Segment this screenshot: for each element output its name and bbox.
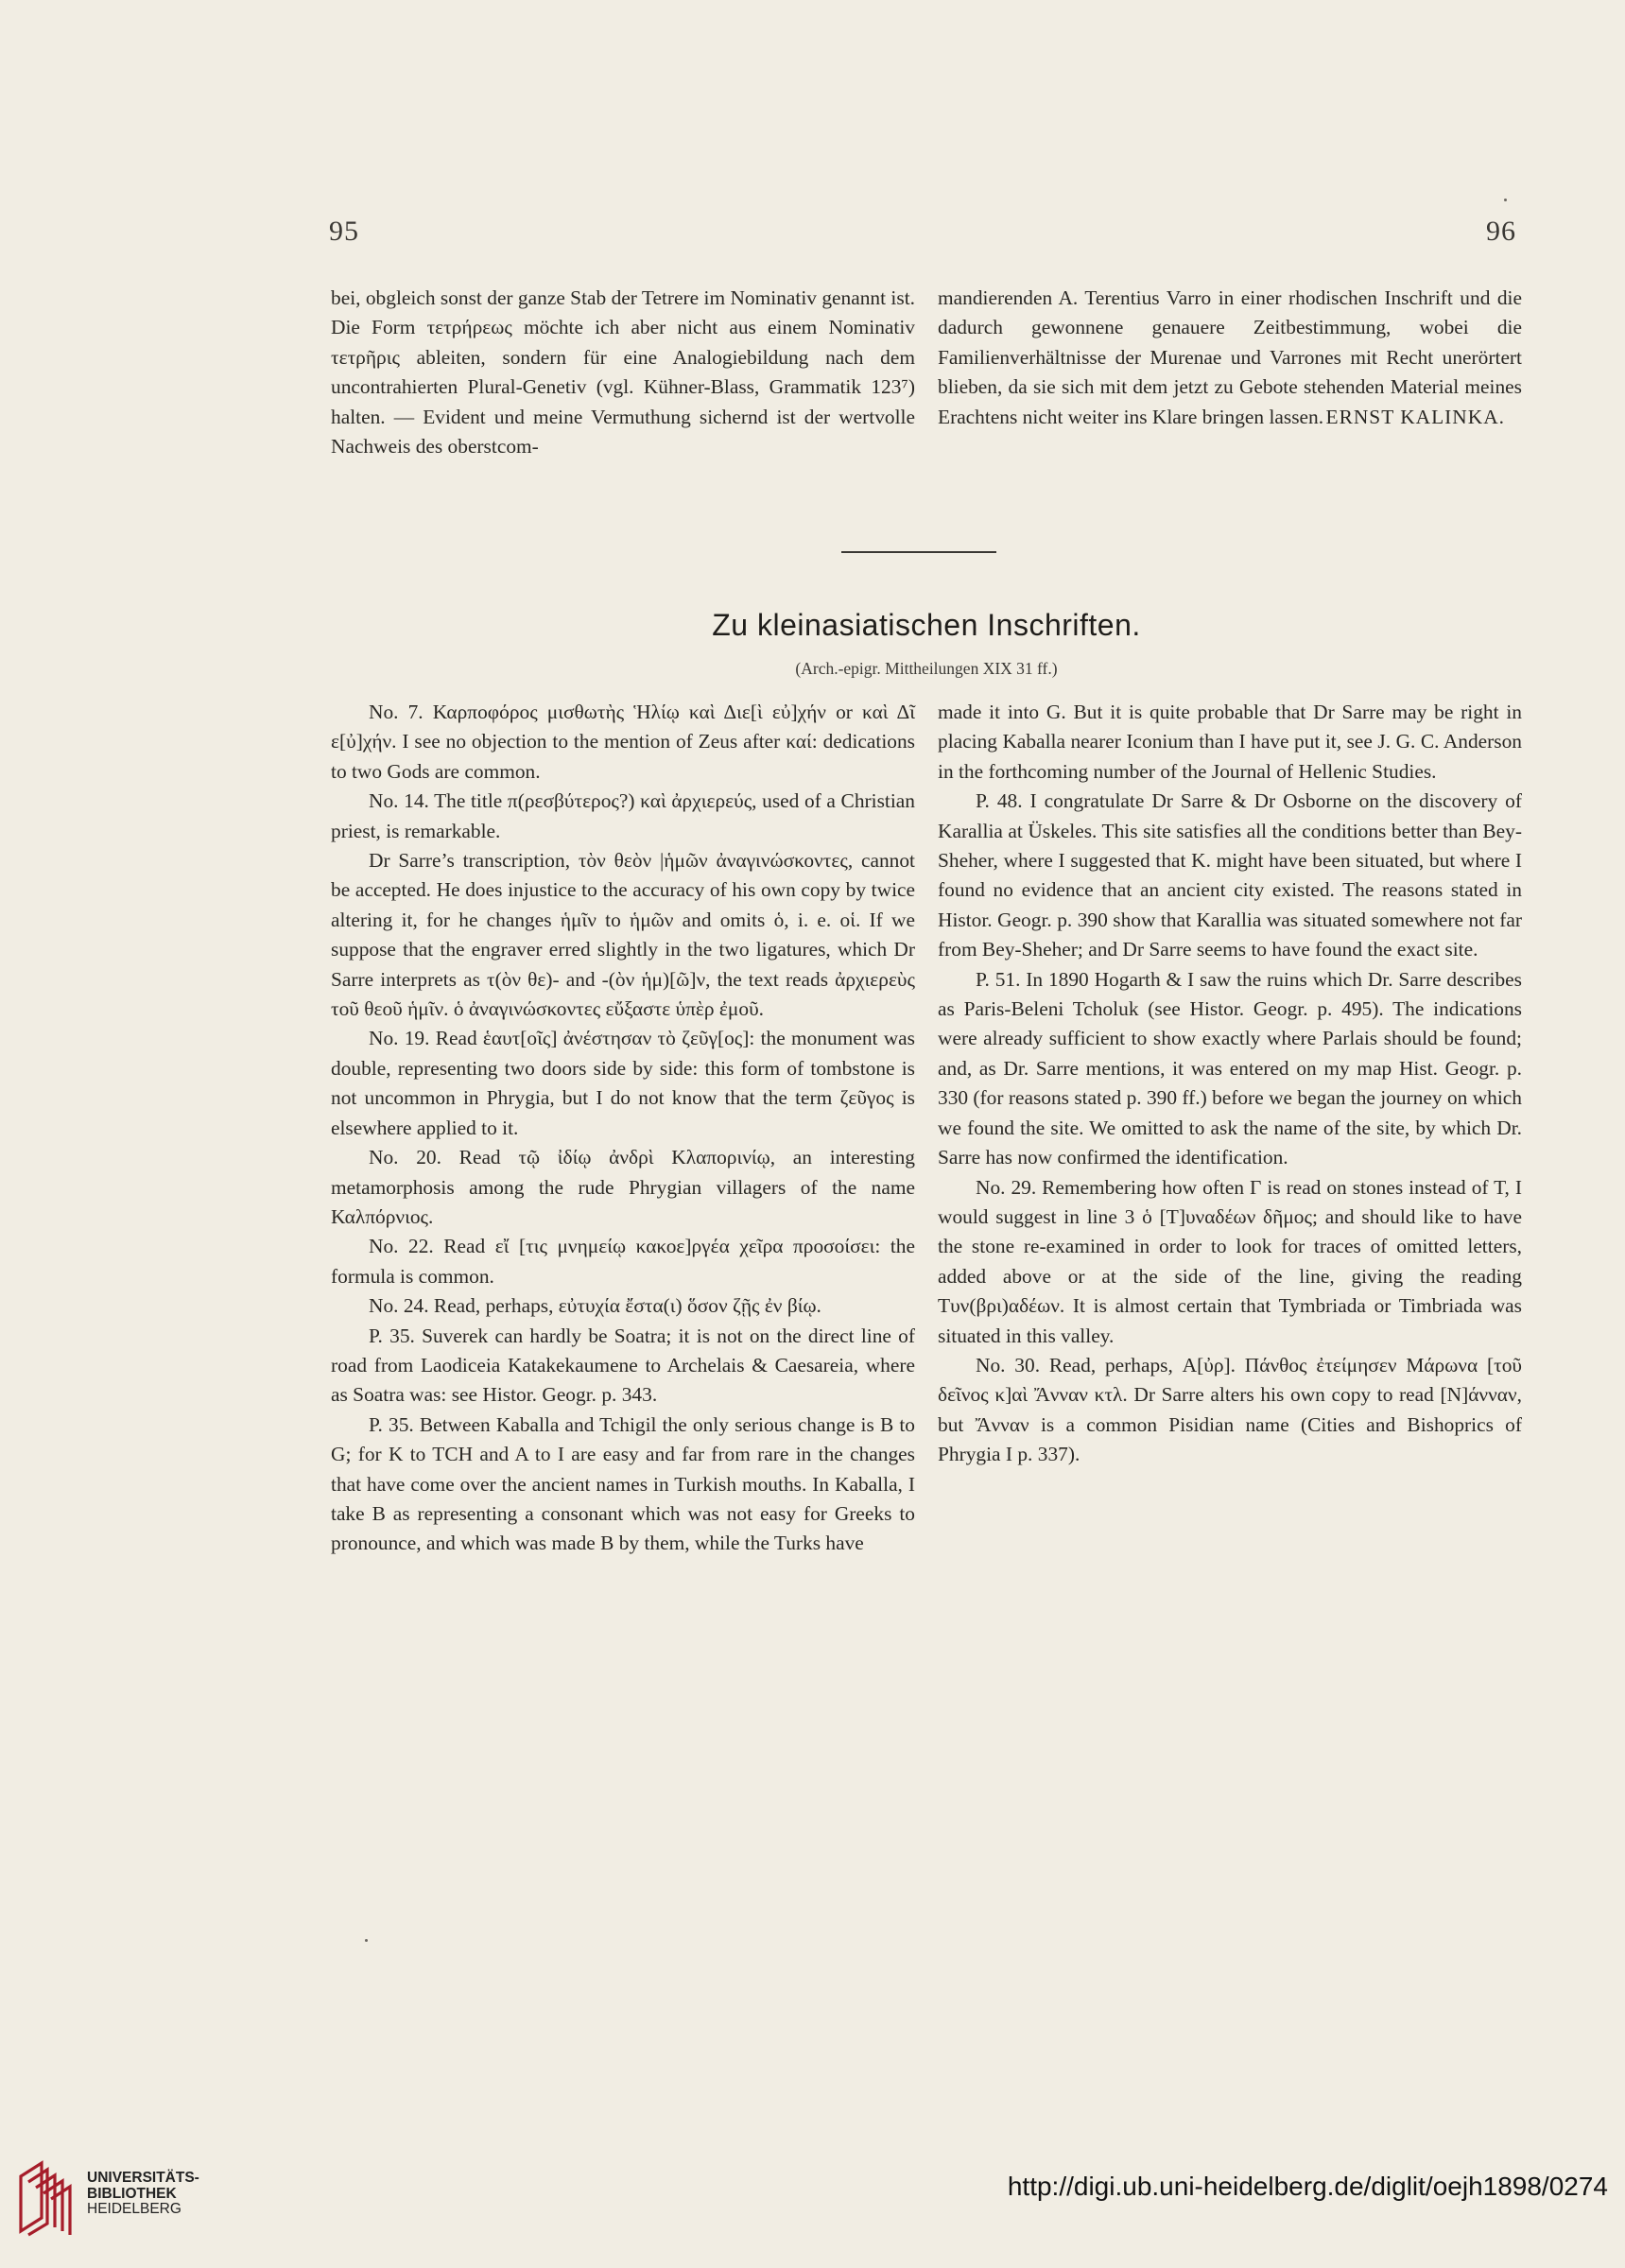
- article-column-left: [331, 698, 915, 1559]
- page-number-right: 96: [1486, 216, 1516, 247]
- paragraph: No. 29. Remembering how often Γ is read on stones instead of T, I would suggest in line 3 ὁ [Τ]υναδέων δῆμος; and should like to have the stone re-examined in order to look for traces of omitted letters, added above or at the side of the line, giving the reading Τυν(βρι)αδέων. It is almost certain that Tymbriada or Timbriada was situated in this valley.: [938, 1175, 1522, 1347]
- paragraph: No. 14. The title π(ρεσβύτερος?) καὶ ἀρχιερεύς, used of a Christian priest, is remarkable.: [331, 789, 915, 842]
- paragraph: P. 48. I congratulate Dr Sarre & Dr Osborne on the discovery of Karallia at Üskeles. This site satisfies all the conditions better than Bey-Sheher, where I suggested that K. might have been situated, but where I found no evidence that an ancient city existed. The reasons stated in Histor. Geogr. p. 390 show that Karallia was situated somewhere not far from Bey-Sheher; and Dr Sarre seems to have found the exact site.: [938, 789, 1522, 961]
- paragraph: bei, obgleich sonst der ganze Stab der Tetrere im Nominativ genannt ist. Die Form τετρήρεως möchte ich aber nicht aus einem Nominativ τετρῆρις ableiten, sondern für eine Analogiebildung nach dem uncontrahierten Plural-Genetiv (vgl. Kühner-Blass, Grammatik 123⁷) halten. — Evident und meine Vermuthung sichernd ist der wertvolle Nachweis des oberstcom-: [331, 286, 915, 459]
- paragraph: P. 51. In 1890 Hogarth & I saw the ruins which Dr. Sarre describes as Paris-Beleni Tcholuk (see Histor. Geogr. p. 495). The indications were already sufficient to show exactly where Parlais should be found; and, as Dr. Sarre mentions, it was entered on my map Hist. Geogr. p. 330 (for reasons stated p. 390 ff.) before we began the journey on which we found the site. We omitted to ask the name of the site, by which Dr. Sarre has now confirmed the identification.: [938, 967, 1522, 1169]
- scan-speck: [1504, 199, 1507, 201]
- continued-text-right: [938, 284, 1522, 432]
- paragraph: No. 7. Καρποφόρος μισθωτὴς Ἡλίῳ καὶ Διε[ὶ εὐ]χήν or καὶ Δῖ ε[ὐ]χήν. I see no objection to the mention of Zeus after καί: dedications to two Gods are common.: [331, 701, 915, 783]
- article-title: Zu kleinasiatischen Inschriften.: [712, 608, 1141, 642]
- library-name-line: UNIVERSITÄTS-: [87, 2170, 199, 2186]
- scan-speck: [365, 1939, 368, 1942]
- author-signature: ERNST KALINKA.: [1325, 405, 1505, 428]
- source-url-link[interactable]: http://digi.ub.uni-heidelberg.de/diglit/oejh1898/0274: [1007, 2172, 1608, 2201]
- paragraph: No. 19. Read ἑαυτ[οῖς] ἀνέστησαν τὸ ζεῦγ[ος]: the monument was double, representing two doors side by side: this form of tombstone is not uncommon in Phrygia, but I do not know that the term ζεῦγος is elsewhere applied to it.: [331, 1027, 915, 1139]
- paragraph: No. 20. Read τῷ ἰδίῳ ἀνδρὶ Κλαπορινίῳ, an interesting metamorphosis among the rude Phrygian villagers of the name Καλπόρνιος.: [331, 1146, 915, 1228]
- continued-text-left: [331, 284, 915, 461]
- section-divider: [841, 551, 996, 553]
- library-name-line: HEIDELBERG: [87, 2201, 182, 2217]
- library-name-line: BIBLIOTHEK: [87, 2185, 177, 2202]
- paragraph: [938, 284, 1522, 432]
- paragraph: P. 35. Suverek can hardly be Soatra; it is not on the direct line of road from Laodiceia Katakekaumene to Archelais & Caesareia, where as Soatra was: see Histor. Geogr. p. 343.: [331, 1324, 915, 1407]
- library-name: [87, 2171, 199, 2218]
- paragraph: No. 24. Read, perhaps, εὐτυχία ἔστα(ι) ὅσον ζῇς ἐν βίῳ.: [369, 1294, 821, 1318]
- paragraph-text: mandierenden A. Terentius Varro in einer rhodischen Inschrift und die dadurch gewonnene genauere Zeitbestimmung, wobei die Familienverhältnisse der Murenae und Varrones mit Recht unerörtert blieben, da sie sich mit dem jetzt zu Gebote stehenden Material meines Erachtens nicht weiter ins Klare bringen lassen.: [938, 286, 1522, 428]
- library-logo-icon: [17, 2159, 74, 2237]
- page-number-left: 95: [329, 216, 359, 247]
- paragraph: Dr Sarre’s transcription, τὸν θεὸν |ἡμῶν ἀναγινώσκοντες, cannot be accepted. He does injustice to the accuracy of his own copy by twice altering it, for he changes ἡμῖν to ἡμῶν and omits ὁ, i. e. οἱ. If we suppose that the engraver erred slightly in the two ligatures, which Dr Sarre interprets as τ(ὸν θε)- and -(ὸν ἡμ)[ῶ]ν, the text reads ἀρχιερεὺς τοῦ θεοῦ ἡμῖν. ὁ ἀναγινώσκοντες εὔξαστε ὑπὲρ ἐμοῦ.: [331, 849, 915, 1021]
- paragraph: No. 22. Read εἴ [τις μνημείῳ κακοε]ργέα χεῖρα προσοίσει: the formula is common.: [331, 1235, 915, 1288]
- paragraph: made it into G. But it is quite probable that Dr Sarre may be right in placing Kaballa nearer Iconium than I have put it, see J. G. C. Anderson in the forthcoming number of the Journal of Hellenic Studies.: [938, 701, 1522, 783]
- paragraph: P. 35. Between Kaballa and Tchigil the only serious change is B to G; for K to TCH and A to I are easy and far from rare in the changes that have come over the ancient names in Turkish mouths. In Kaballa, I take B as representing a consonant which was not easy for Greeks to pronounce, and which was made B by them, while the Turks have: [331, 1412, 915, 1555]
- article-column-right: [938, 698, 1522, 1470]
- paragraph: No. 30. Read, perhaps, Α[ὐρ]. Πάνθος ἐτείμησεν Μάρωνα [τοῦ δεῖνος κ]αὶ Ἄνναν κτλ. Dr Sarre alters his own copy to read [Ν]άνναν, but Ἄνναν is a common Pisidian name (Cities and Bishoprics of Phrygia I p. 337).: [938, 1353, 1522, 1466]
- article-subtitle: (Arch.-epigr. Mittheilungen XIX 31 ff.): [795, 659, 1058, 678]
